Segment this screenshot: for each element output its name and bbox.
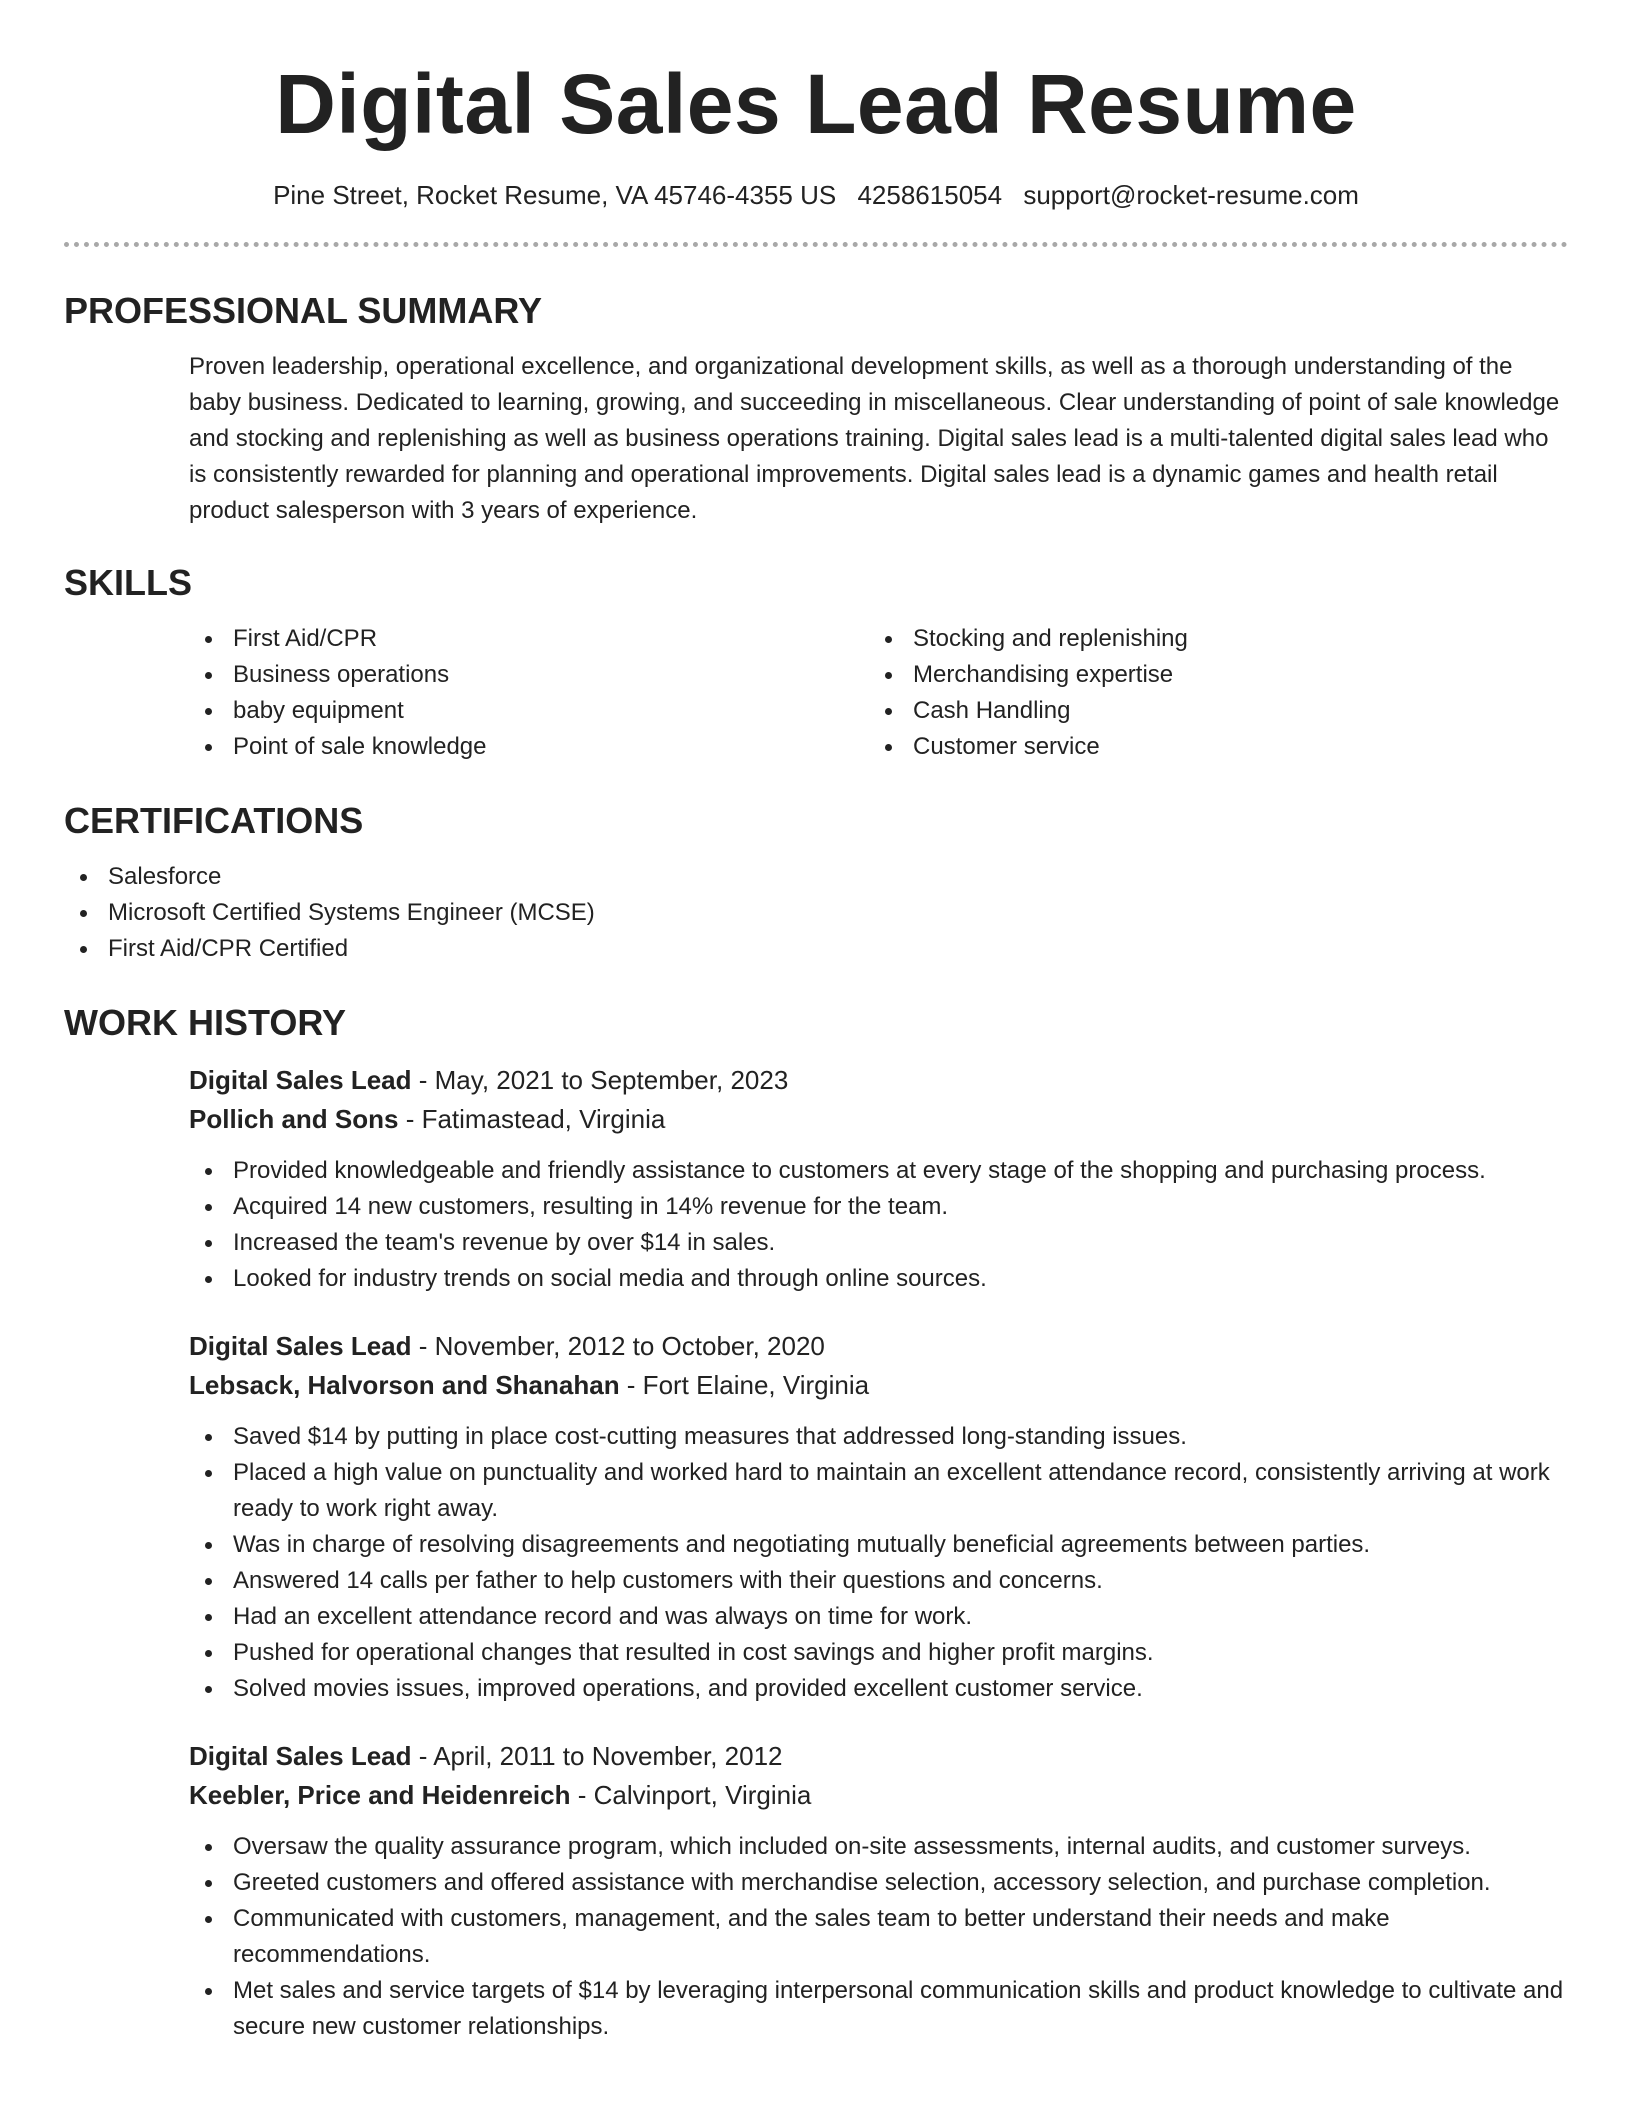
skill-item: Business operations (189, 657, 869, 693)
job-dates: - May, 2021 to September, 2023 (411, 1065, 789, 1095)
job-company: Lebsack, Halvorson and Shanahan (189, 1370, 620, 1400)
job-bullet: Was in charge of resolving disagreements and negotiating mutually beneficial agreements between parties. (189, 1527, 1568, 1563)
job-bullets (189, 1419, 1568, 1707)
job-bullet: Solved movies issues, improved operations, and provided excellent customer service. (189, 1671, 1568, 1707)
certification-item: Salesforce (64, 859, 1568, 895)
certifications-list (64, 859, 1568, 967)
contact-email: support@rocket-resume.com (1023, 180, 1359, 210)
job-company-line (189, 1366, 1568, 1405)
skill-item: Point of sale knowledge (189, 729, 869, 765)
job-location: - Fatimastead, Virginia (398, 1104, 666, 1134)
job-location: - Calvinport, Virginia (570, 1780, 812, 1810)
skill-item: First Aid/CPR (189, 621, 869, 657)
contact-address: Pine Street, Rocket Resume, VA 45746-4355 US (273, 180, 837, 210)
job-bullet: Looked for industry trends on social media and through online sources. (189, 1261, 1568, 1297)
job-entry (189, 1327, 1568, 1707)
job-title: Digital Sales Lead (189, 1065, 412, 1095)
skills-column-left (189, 621, 869, 765)
certification-item: Microsoft Certified Systems Engineer (MCSE) (64, 895, 1568, 931)
summary-text: Proven leadership, operational excellence, and organizational development skills, as well as a thorough understanding of the baby business. Dedicated to learning, growing, and succeeding in miscellaneous. Clear understanding of point of sale knowledge and stocking and replenishing as well as business operations training. Digital sales lead is a multi-talented digital sales lead who is consistently rewarded for planning and operational improvements. Digital sales lead is a dynamic games and health retail product salesperson with 3 years of experience. (189, 353, 1560, 524)
skill-item: baby equipment (189, 693, 869, 729)
job-entry (189, 1737, 1568, 2045)
contact-phone: 4258615054 (857, 180, 1003, 210)
certifications-heading: CERTIFICATIONS (64, 800, 364, 841)
job-title-line (189, 1327, 1568, 1366)
job-company-line (189, 1100, 1568, 1139)
job-bullet: Pushed for operational changes that resulted in cost savings and higher profit margins. (189, 1635, 1568, 1671)
job-bullet: Answered 14 calls per father to help customers with their questions and concerns. (189, 1563, 1568, 1599)
skills-column-right (869, 621, 1549, 765)
certification-item: First Aid/CPR Certified (64, 931, 1568, 967)
job-company: Pollich and Sons (189, 1104, 399, 1134)
summary-heading: PROFESSIONAL SUMMARY (64, 290, 543, 331)
contact-line (64, 182, 1568, 208)
job-bullet: Met sales and service targets of $14 by leveraging interpersonal communication skills and product knowledge to cultivate and secure new customer relationships. (189, 1973, 1568, 2045)
job-bullet: Provided knowledgeable and friendly assistance to customers at every stage of the shopping and purchasing process. (189, 1153, 1568, 1189)
job-entry (189, 1061, 1568, 1297)
skill-item: Cash Handling (869, 693, 1549, 729)
job-bullets (189, 1153, 1568, 1297)
job-title-line (189, 1061, 1568, 1100)
job-bullets (189, 1829, 1568, 2045)
job-bullet: Placed a high value on punctuality and worked hard to maintain an excellent attendance record, consistently arriving at work ready to work right away. (189, 1455, 1568, 1527)
skill-item: Stocking and replenishing (869, 621, 1549, 657)
skill-item: Merchandising expertise (869, 657, 1549, 693)
skill-item: Customer service (869, 729, 1549, 765)
job-bullet: Oversaw the quality assurance program, which included on-site assessments, internal audits, and customer surveys. (189, 1829, 1568, 1865)
job-company: Keebler, Price and Heidenreich (189, 1780, 571, 1810)
job-bullet: Communicated with customers, management, and the sales team to better understand their needs and make recommendations. (189, 1901, 1568, 1973)
resume-title: Digital Sales Lead Resume (275, 57, 1357, 151)
skills-list (189, 621, 1568, 765)
job-title: Digital Sales Lead (189, 1741, 412, 1771)
job-bullet: Saved $14 by putting in place cost-cutting measures that addressed long-standing issues. (189, 1419, 1568, 1455)
job-title: Digital Sales Lead (189, 1331, 412, 1361)
job-bullet: Increased the team's revenue by over $14 in sales. (189, 1225, 1568, 1261)
work-history-heading: WORK HISTORY (64, 1002, 347, 1043)
skills-heading: SKILLS (64, 562, 193, 603)
header-divider (64, 242, 1568, 247)
job-bullet: Had an excellent attendance record and was always on time for work. (189, 1599, 1568, 1635)
job-location: - Fort Elaine, Virginia (619, 1370, 870, 1400)
job-bullet: Acquired 14 new customers, resulting in 14% revenue for the team. (189, 1189, 1568, 1225)
job-dates: - November, 2012 to October, 2020 (411, 1331, 825, 1361)
job-title-line (189, 1737, 1568, 1776)
job-bullet: Greeted customers and offered assistance with merchandise selection, accessory selection, and purchase completion. (189, 1865, 1568, 1901)
job-company-line (189, 1776, 1568, 1815)
job-dates: - April, 2011 to November, 2012 (411, 1741, 783, 1771)
